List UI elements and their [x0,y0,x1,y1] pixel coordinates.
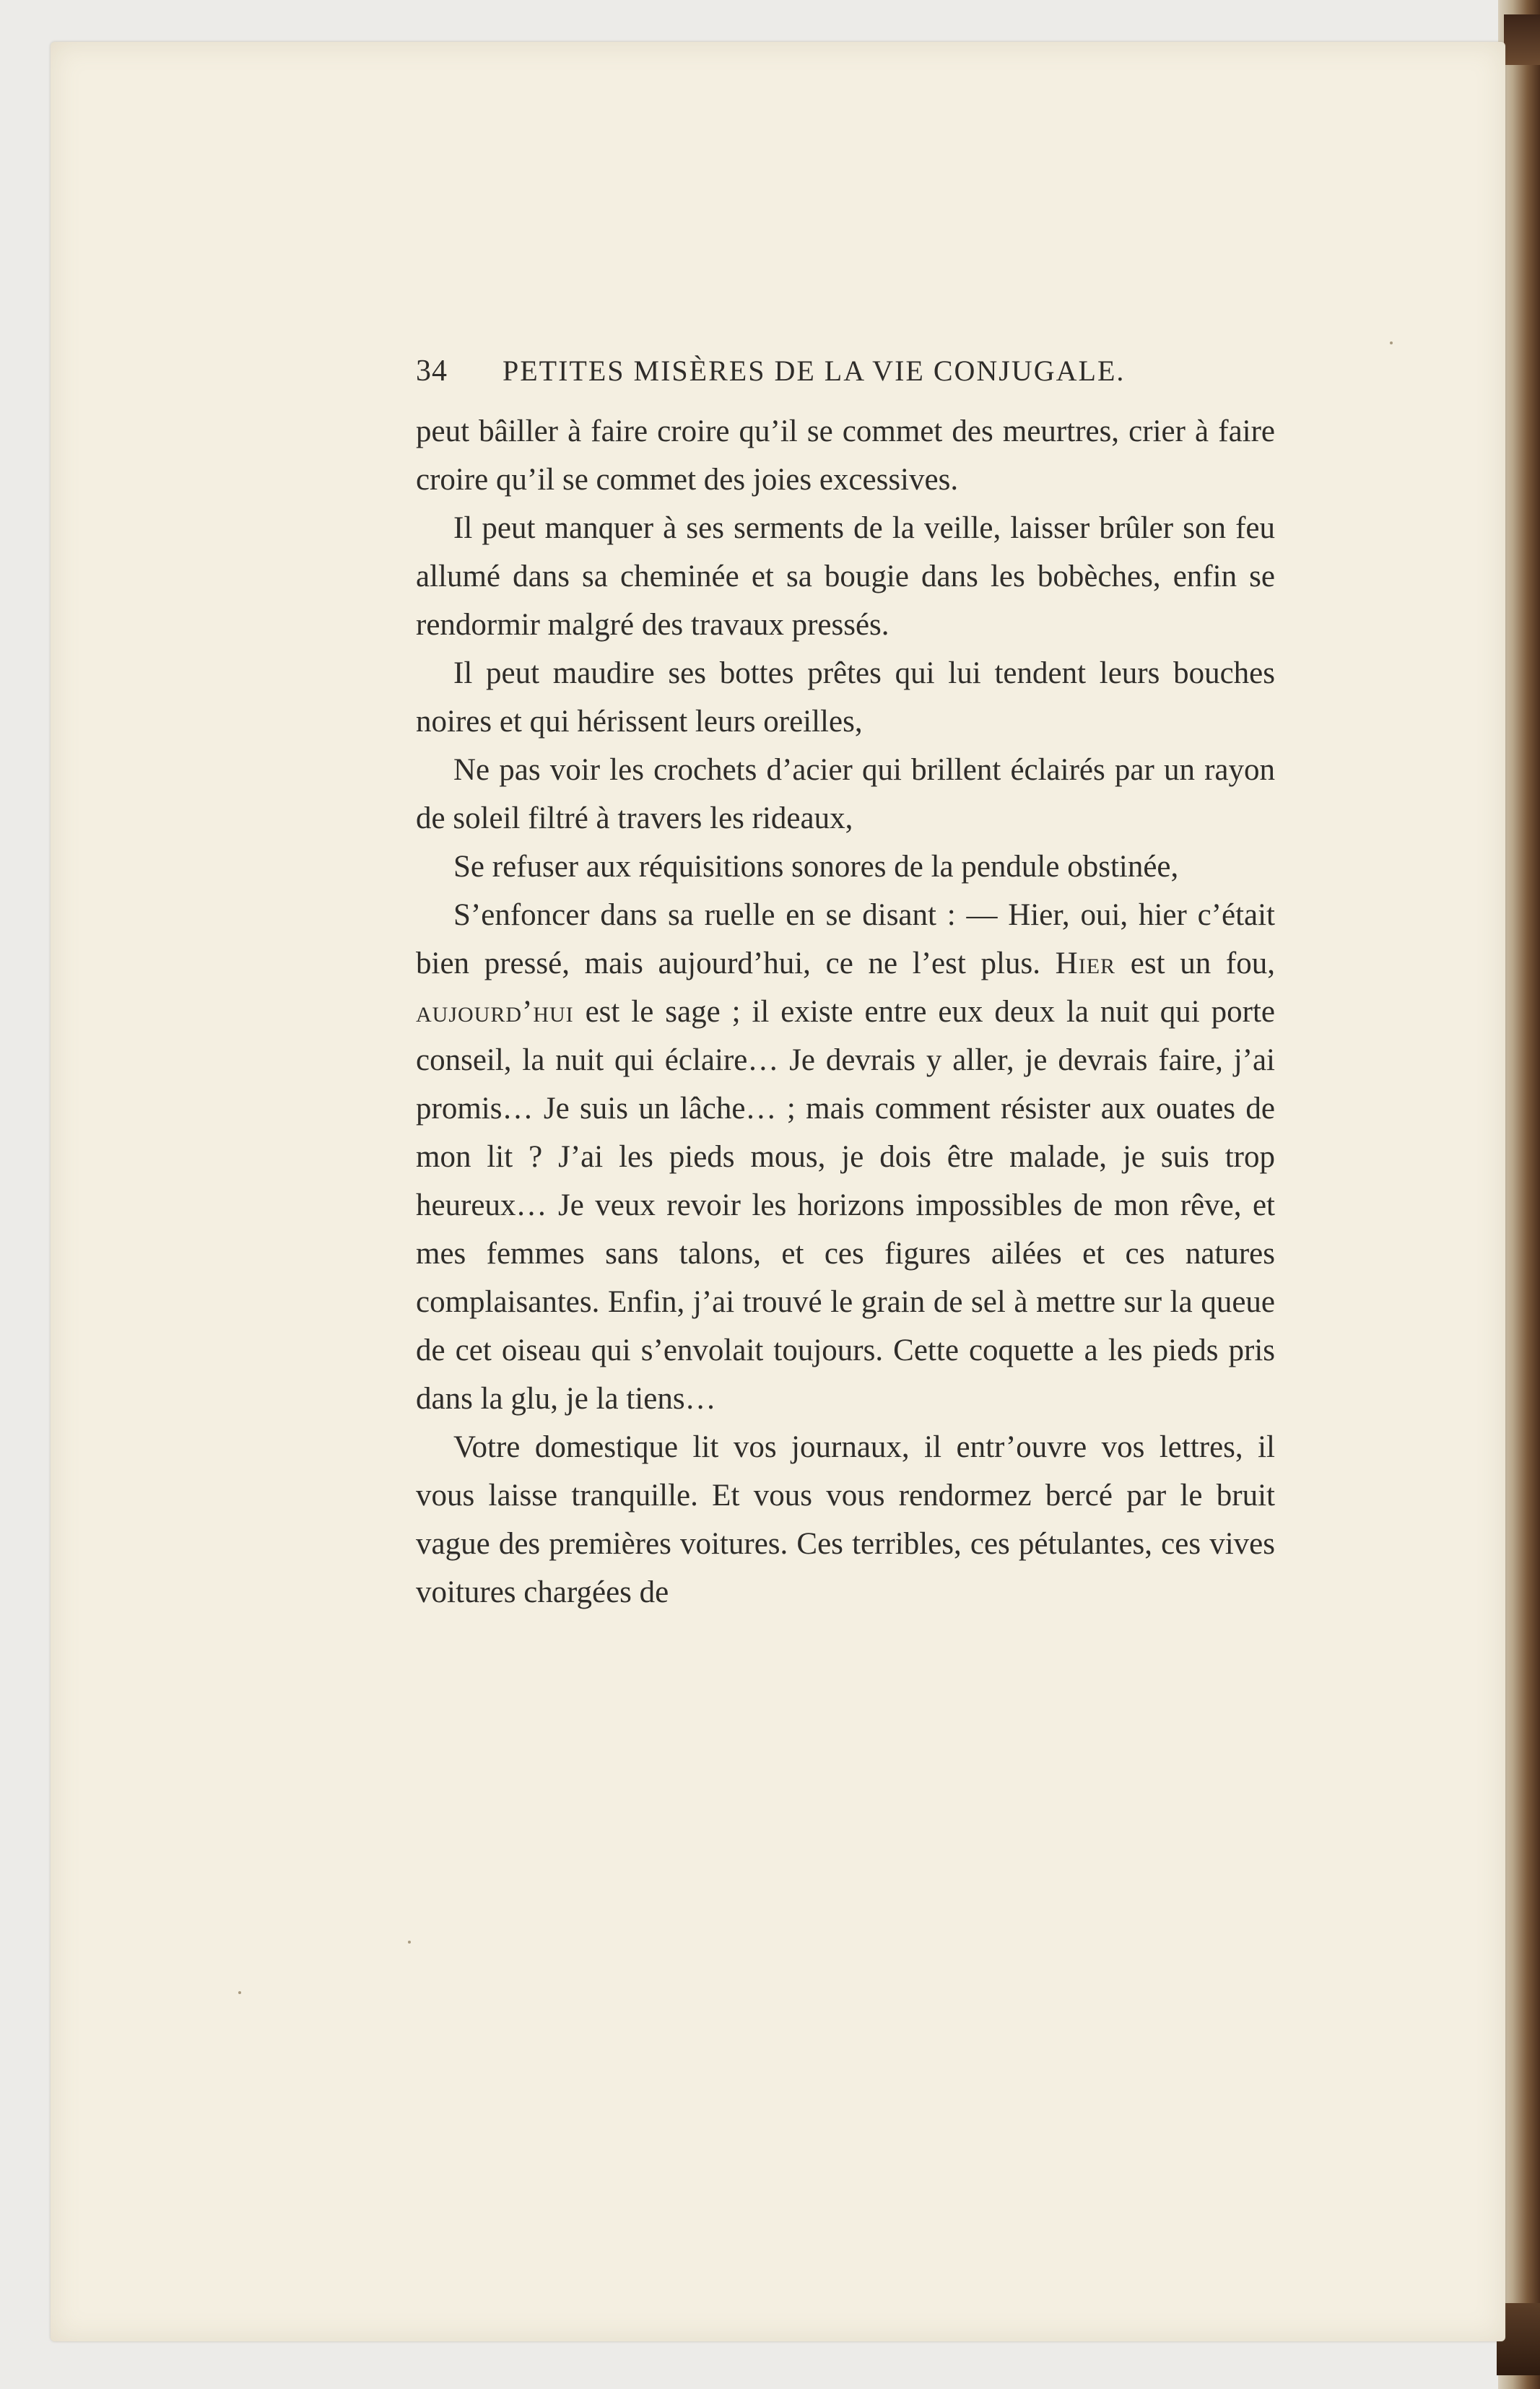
paragraph [416,504,1275,649]
running-title: PETITES MISÈRES DE LA VIE CONJUGALE. [503,354,1126,387]
page-number: 34 [416,354,448,388]
text-segment: est un fou, [1115,947,1275,980]
paper-speck [408,1941,411,1944]
text-segment: est le sage ; il existe entre eux deux la nuit qui porte conseil, la nuit qui éclaire… Je devrais y aller, je devrais faire, j’ai promis… Je suis un lâche… ; mais comment résister aux ouates de mon lit ? J’ai les pieds mous, je dois être malade, je suis trop heureux… Je veux revoir les horizons impossibles de mon rêve, et mes femmes sans talons, et ces figures ailées et ces natures complaisantes. Enfin, j’ai trouvé le grain de sel à mettre sur la queue de cet oiseau qui s’envolait toujours. Cette coquette a les pieds pris dans la glu, je la tiens… [416,995,1275,1416]
paragraph [416,1423,1275,1616]
text-segment: S’enfoncer dans sa ruelle en se disant : — Hier, oui, hier c’était bien pressé, mais aujourd’hui, ce ne l’est plus. [416,898,1275,980]
book-edge-top [1504,14,1540,65]
paragraph [416,407,1275,504]
text-block [416,354,1275,1616]
paper-speck [238,1991,241,1994]
paragraph [416,891,1275,1423]
text-segment: peut bâiller à faire croire qu’il se commet des meurtres, crier à faire croire qu’il se commet des joies excessives. [416,414,1275,497]
small-caps-word: Hier [1055,947,1116,980]
text-segment: Ne pas voir les crochets d’acier qui brillent éclairés par un rayon de soleil filtré à travers les rideaux, [416,753,1275,835]
text-segment: Votre domestique lit vos journaux, il entr’ouvre vos lettres, il vous laisse tranquille. Et vous vous rendormez bercé par le bruit vague des premières voitures. Ces terribles, ces pétulantes, ces vives voitures chargées de [416,1430,1275,1609]
running-head [416,354,1275,397]
paragraph [416,843,1275,891]
paragraph [416,649,1275,746]
paragraph [416,746,1275,843]
text-segment: Il peut maudire ses bottes prêtes qui lui tendent leurs bouches noires et qui hérissent leurs oreilles, [416,656,1275,739]
text-segment: Se refuser aux réquisitions sonores de la pendule obstinée, [453,850,1179,884]
small-caps-word: aujourd’hui [416,995,574,1029]
body-text [416,407,1275,1616]
paper-speck [1390,341,1393,344]
text-segment: Il peut manquer à ses serments de la veille, laisser brûler son feu allumé dans sa cheminée et sa bougie dans les bobèches, enfin se rendormir malgré des travaux pressés. [416,511,1275,642]
